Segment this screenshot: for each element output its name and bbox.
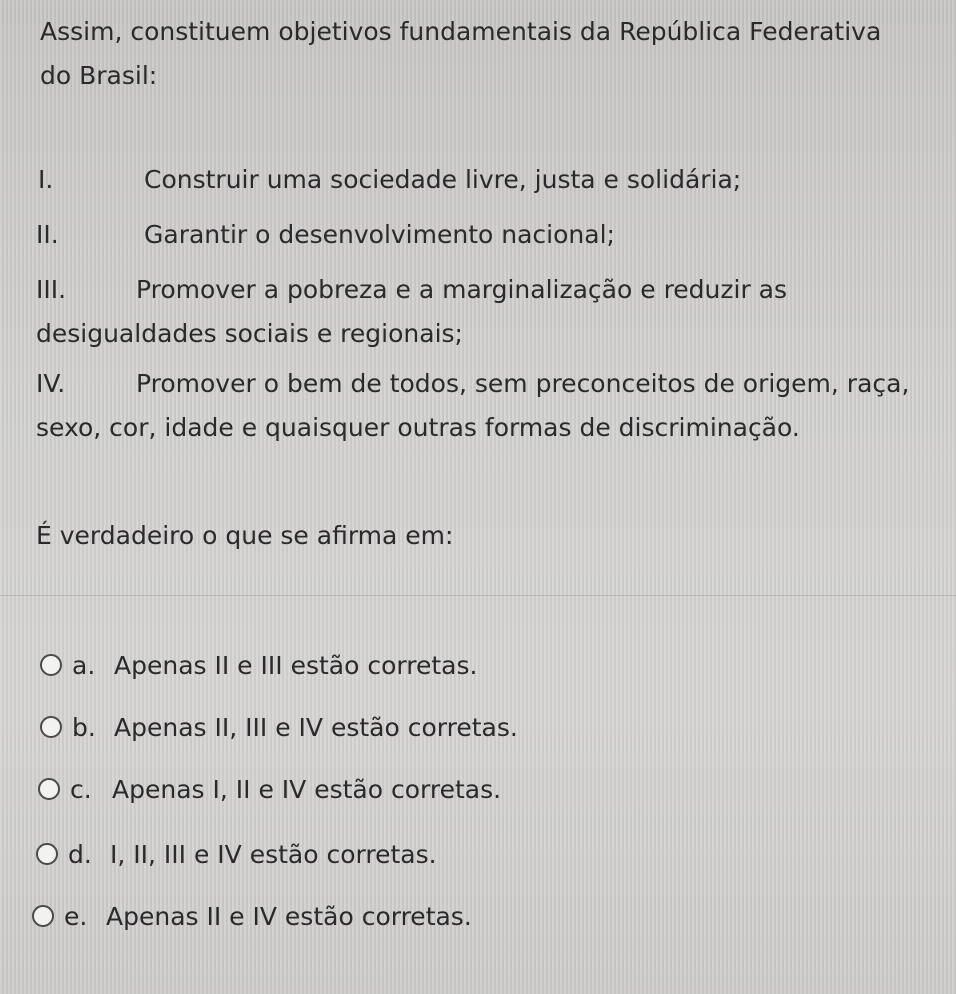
radio-button[interactable] [40, 654, 62, 676]
statement-text: Garantir o desenvolvimento nacional; [144, 220, 615, 249]
statement-text: Promover a pobreza e a marginalização e reduzir as desigualdades sociais e regionais; [36, 275, 788, 348]
option-letter: b. [72, 712, 96, 742]
option-text: I, II, III e IV estão corretas. [110, 839, 437, 869]
option-letter: c. [70, 774, 92, 804]
statement-text: Promover o bem de todos, sem preconceitos de origem, raça, sexo, cor, idade e quaisquer outras formas de discriminação. [36, 369, 910, 442]
statement-item [36, 213, 916, 257]
statement-item [38, 158, 918, 202]
option-letter: a. [72, 650, 96, 680]
option-text: Apenas II e III estão corretas. [114, 650, 478, 680]
option-b[interactable] [40, 707, 518, 747]
option-e[interactable] [32, 896, 472, 936]
option-a[interactable] [40, 645, 477, 685]
question-prompt: É verdadeiro o que se afirma em: [36, 521, 454, 550]
option-text: Apenas I, II e IV estão corretas. [112, 774, 502, 804]
statement-text: Construir uma sociedade livre, justa e solidária; [144, 165, 742, 194]
statement-number: IV. [36, 369, 66, 398]
statement-item [36, 362, 936, 450]
statement-number: III. [36, 275, 67, 304]
option-text: Apenas II, III e IV estão corretas. [114, 712, 518, 742]
option-d[interactable] [36, 834, 437, 874]
option-letter: e. [64, 901, 88, 931]
radio-button[interactable] [40, 716, 62, 738]
radio-button[interactable] [36, 843, 58, 865]
statement-number: II. [36, 220, 59, 249]
radio-button[interactable] [38, 778, 60, 800]
divider [0, 595, 956, 596]
option-text: Apenas II e IV estão corretas. [106, 901, 472, 931]
radio-button[interactable] [32, 905, 54, 927]
question-intro: Assim, constituem objetivos fundamentais da República Federativa do Brasil: [40, 17, 882, 90]
option-letter: d. [68, 839, 92, 869]
option-c[interactable] [38, 769, 501, 809]
statement-item [36, 268, 916, 356]
statement-number: I. [38, 165, 54, 194]
